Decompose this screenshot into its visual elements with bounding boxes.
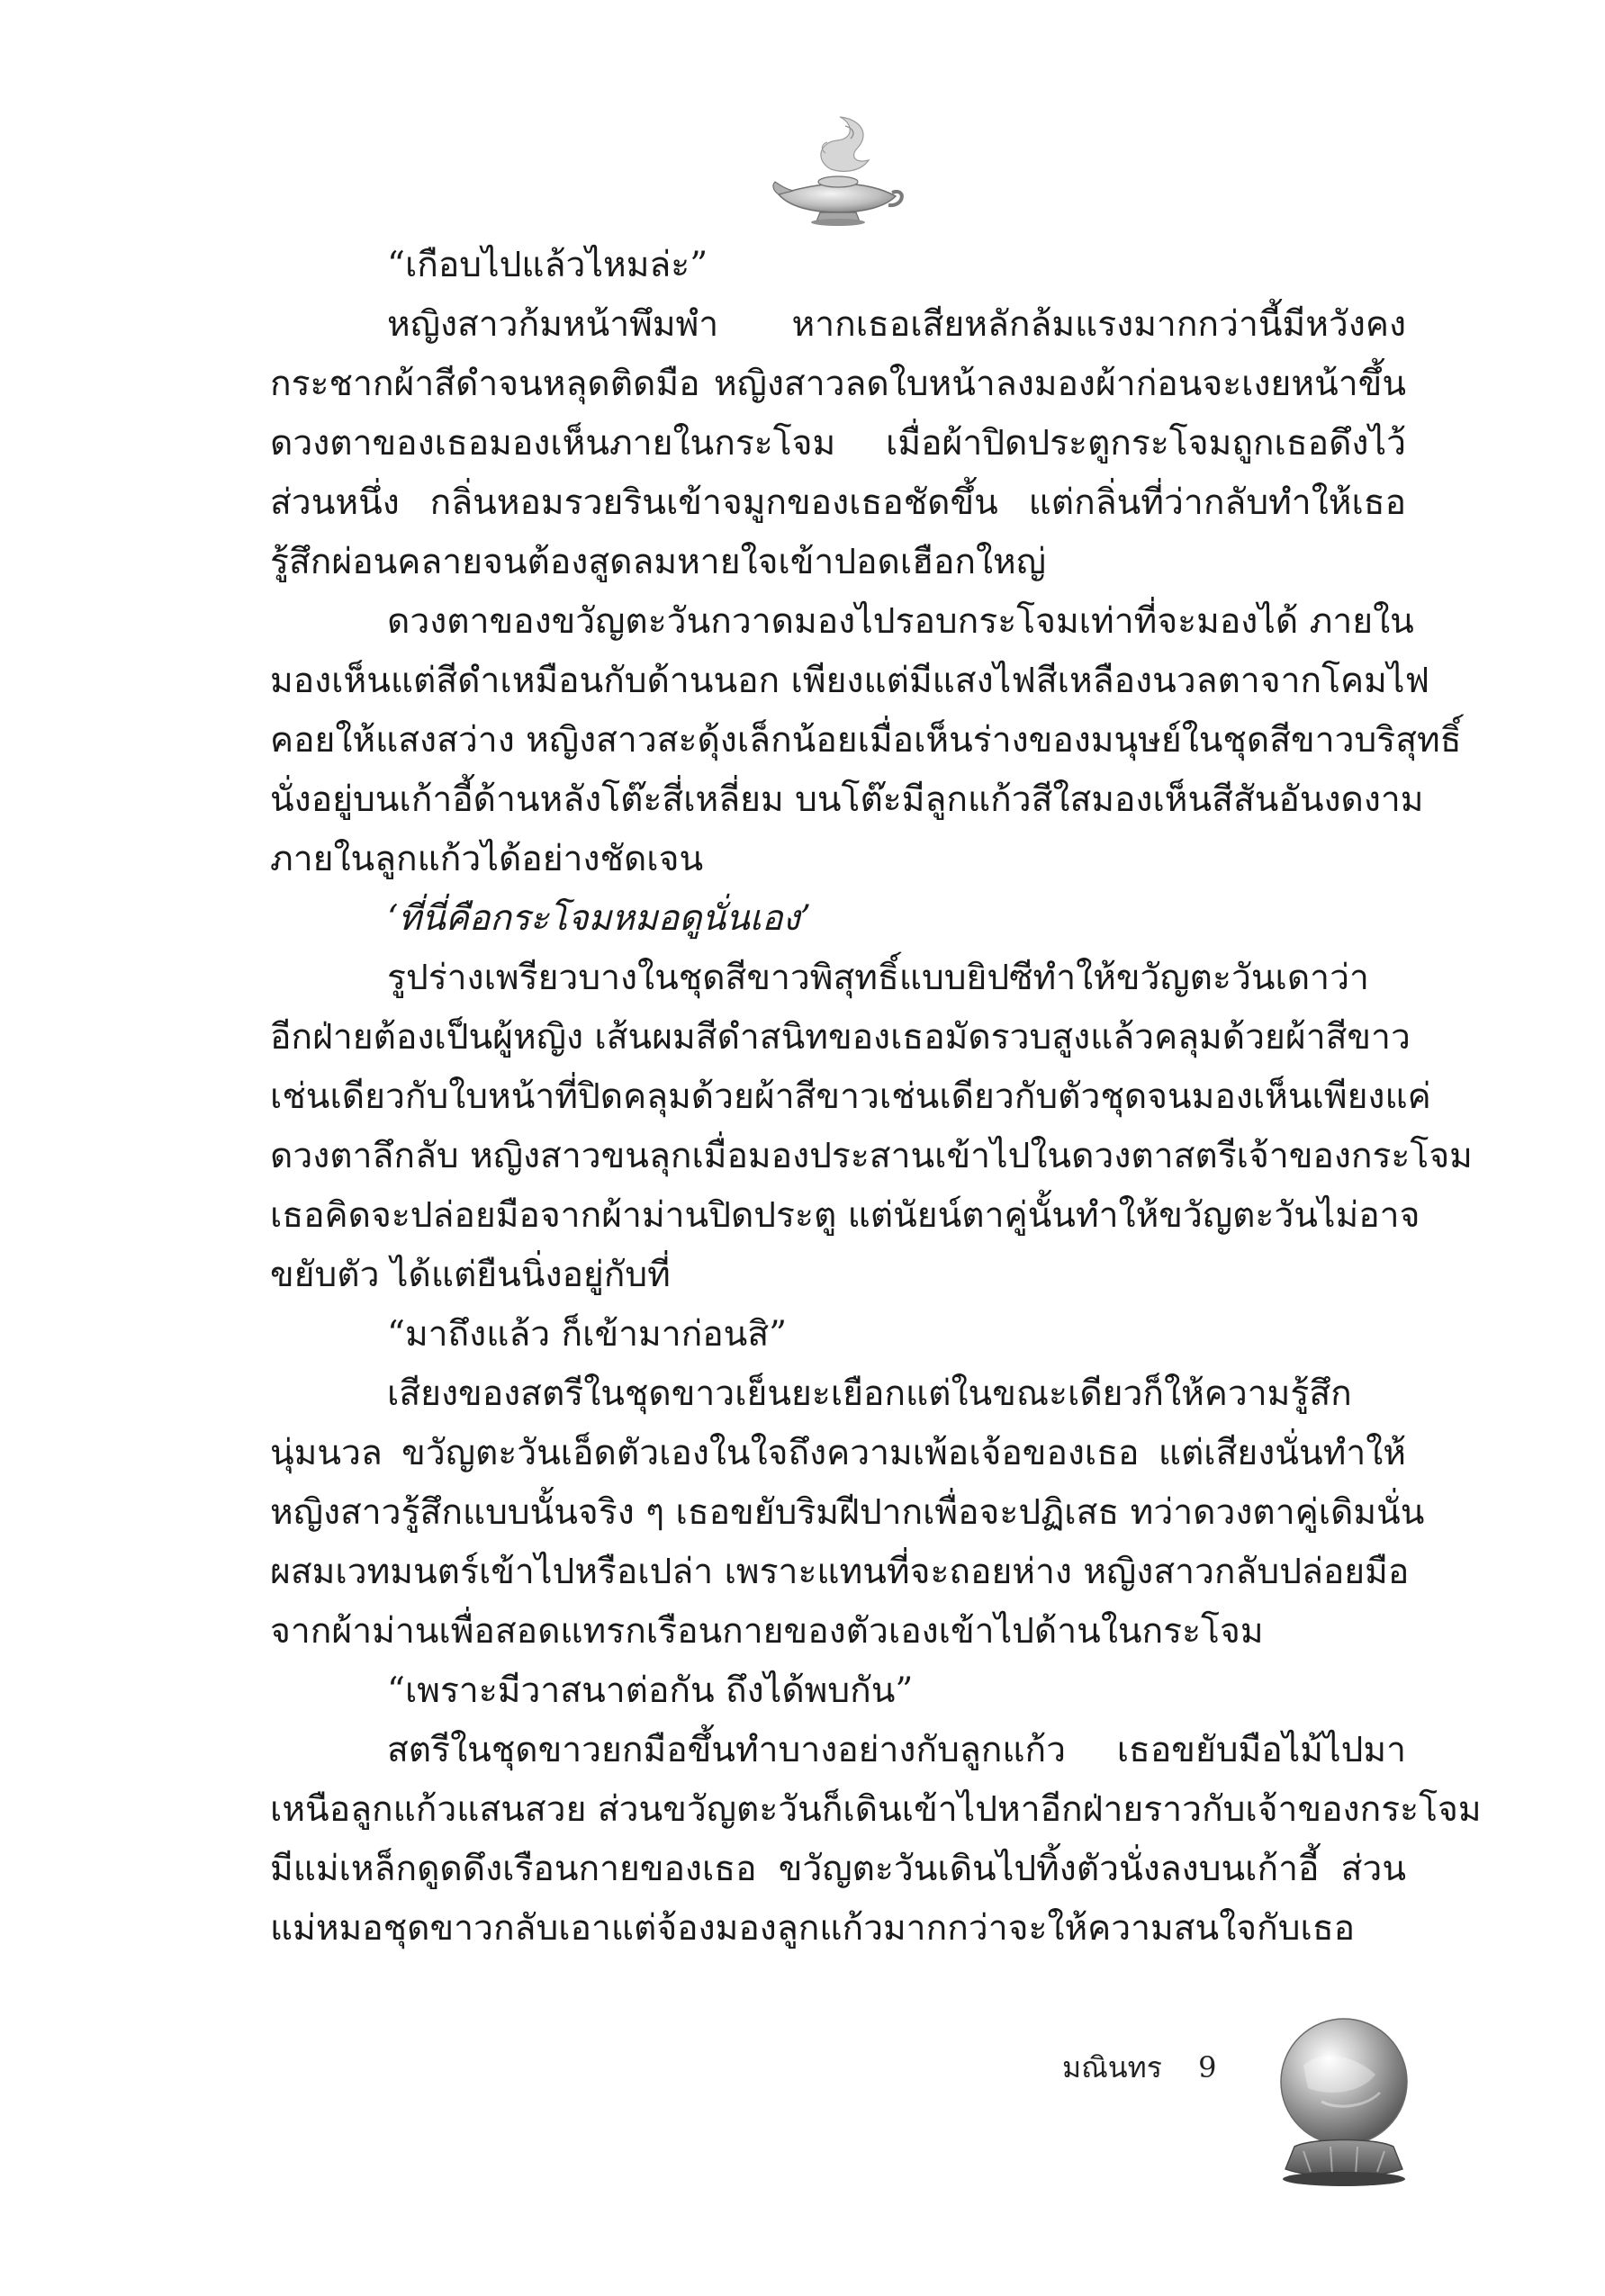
text-line: เหนือลูกแก้วแสนสวย ส่วนขวัญตะวันก็เดินเข้าไปหาอีกฝ่ายราวกับเจ้าของกระโจม [270, 1789, 1482, 1830]
text-line: “เกือบไปแล้วไหมล่ะ” [387, 245, 708, 285]
text-line: อีกฝ่ายต้องเป็นผู้หญิง เส้นผมสีดำสนิทของเธอมัดรวบสูงแล้วคลุมด้วยผ้าสีขาว [270, 1017, 1411, 1058]
text-line: ส่วนหนึ่ง กลิ่นหอมรวยรินเข้าจมูกของเธอชัดขึ้น แต่กลิ่นที่ว่ากลับทำให้เธอ [270, 482, 1406, 523]
text-line: มีแม่เหล็กดูดดึงเรือนกายของเธอ ขวัญตะวันเดินไปทิ้งตัวนั่งลงบนเก้าอี้ ส่วน [270, 1849, 1406, 1889]
text-line: ผสมเวทมนตร์เข้าไปหรือเปล่า เพราะแทนที่จะถอยห่าง หญิงสาวกลับปล่อยมือ [270, 1552, 1410, 1592]
narration-paragraph [270, 949, 1473, 1305]
crystal-ball-icon [1267, 2012, 1420, 2192]
page-number: 9 [1198, 2050, 1217, 2084]
narration-paragraph [270, 295, 1406, 592]
text-line: คอยให้แสงสว่าง หญิงสาวสะดุ้งเล็กน้อยเมื่อเห็นร่างของมนุษย์ในชุดสีขาวบริสุทธิ์ [270, 720, 1462, 761]
text-line: “มาถึงแล้ว ก็เข้ามาก่อนสิ” [387, 1314, 788, 1355]
text-line: เช่นเดียวกับใบหน้าที่ปิดคลุมด้วยผ้าสีขาวเช่นเดียวกับตัวชุดจนมองเห็นเพียงแค่ [270, 1076, 1431, 1117]
page-footer [1062, 2045, 1216, 2091]
text-line: นั่งอยู่บนเก้าอี้ด้านหลังโต๊ะสี่เหลี่ยม บนโต๊ะมีลูกแก้วสีใสมองเห็นสีสันอันงดงาม [270, 779, 1424, 820]
text-line: มองเห็นแต่สีดำเหมือนกับด้านนอก เพียงแต่มีแสงไฟสีเหลืองนวลตาจากโคมไฟ [270, 661, 1430, 701]
dialogue-line [270, 1305, 1406, 1364]
text-line: “เพราะมีวาสนาต่อกัน ถึงได้พบกัน” [387, 1670, 914, 1711]
text-line: สตรีในชุดขาวยกมือขึ้นทำบางอย่างกับลูกแก้ว เธอขยับมือไม้ไปมา [387, 1730, 1406, 1770]
text-line: ดวงตาลึกลับ หญิงสาวขนลุกเมื่อมองประสานเข้าไปในดวงตาสตรีเจ้าของกระโจม [270, 1136, 1473, 1176]
narration-paragraph [270, 1364, 1425, 1661]
text-line: ดวงตาของขวัญตะวันกวาดมองไปรอบกระโจมเท่าที่จะมองได้ ภายใน [387, 601, 1414, 642]
text-line: รูปร่างเพรียวบางในชุดสีขาวพิสุทธิ์แบบยิปซีทำให้ขวัญตะวันเดาว่า [387, 958, 1369, 998]
text-line: เธอคิดจะปล่อยมือจากผ้าม่านปิดประตู แต่นัยน์ตาคู่นั้นทำให้ขวัญตะวันไม่อาจ [270, 1195, 1420, 1236]
thought-line [270, 889, 1406, 949]
narration-paragraph [270, 592, 1462, 889]
dialogue-line [270, 236, 1406, 295]
text-line: รู้สึกผ่อนคลายจนต้องสูดลมหายใจเข้าปอดเฮือกใหญ่ [270, 542, 1046, 582]
text-line: แม่หมอชุดขาวกลับเอาแต่จ้องมองลูกแก้วมากกว่าจะให้ความสนใจกับเธอ [270, 1908, 1356, 1949]
text-line: หญิงสาวก้มหน้าพึมพำ หากเธอเสียหลักล้มแรงมากกว่านี้มีหวังคง [387, 304, 1406, 345]
text-line: นุ่มนวล ขวัญตะวันเอ็ดตัวเองในใจถึงความเพ้อเจ้อของเธอ แต่เสียงนั่นทำให้ [270, 1433, 1406, 1473]
text-line: ดวงตาของเธอมองเห็นภายในกระโจม เมื่อผ้าปิดประตูกระโจมถูกเธอดึงไว้ [270, 423, 1406, 464]
text-line: ขยับตัว ได้แต่ยืนนิ่งอยู่กับที่ [270, 1255, 671, 1295]
text-line: หญิงสาวรู้สึกแบบนั้นจริง ๆ เธอขยับริมฝีปากเพื่อจะปฏิเสธ ทว่าดวงตาคู่เดิมนั่น [270, 1492, 1425, 1533]
text-line: ภายในลูกแก้วได้อย่างชัดเจน [270, 839, 704, 879]
text-line: จากผ้าม่านเพื่อสอดแทรกเรือนกายของตัวเองเข้าไปด้านในกระโจม [270, 1611, 1264, 1652]
text-line: ‘ที่นี่คือกระโจมหมอดูนั่นเอง’ [387, 898, 811, 939]
narration-paragraph [270, 1721, 1482, 1958]
story-text [270, 236, 1482, 1958]
text-line: กระชากผ้าสีดำจนหลุดติดมือ หญิงสาวลดใบหน้าลงมองผ้าก่อนจะเงยหน้าขึ้น [270, 364, 1406, 404]
dialogue-line [270, 1661, 1406, 1721]
genie-lamp-icon [770, 106, 905, 228]
text-line: เสียงของสตรีในชุดขาวเย็นยะเยือกแต่ในขณะเดียวก็ให้ความรู้สึก [387, 1373, 1352, 1414]
author-name: มณินทร [1062, 2050, 1162, 2084]
